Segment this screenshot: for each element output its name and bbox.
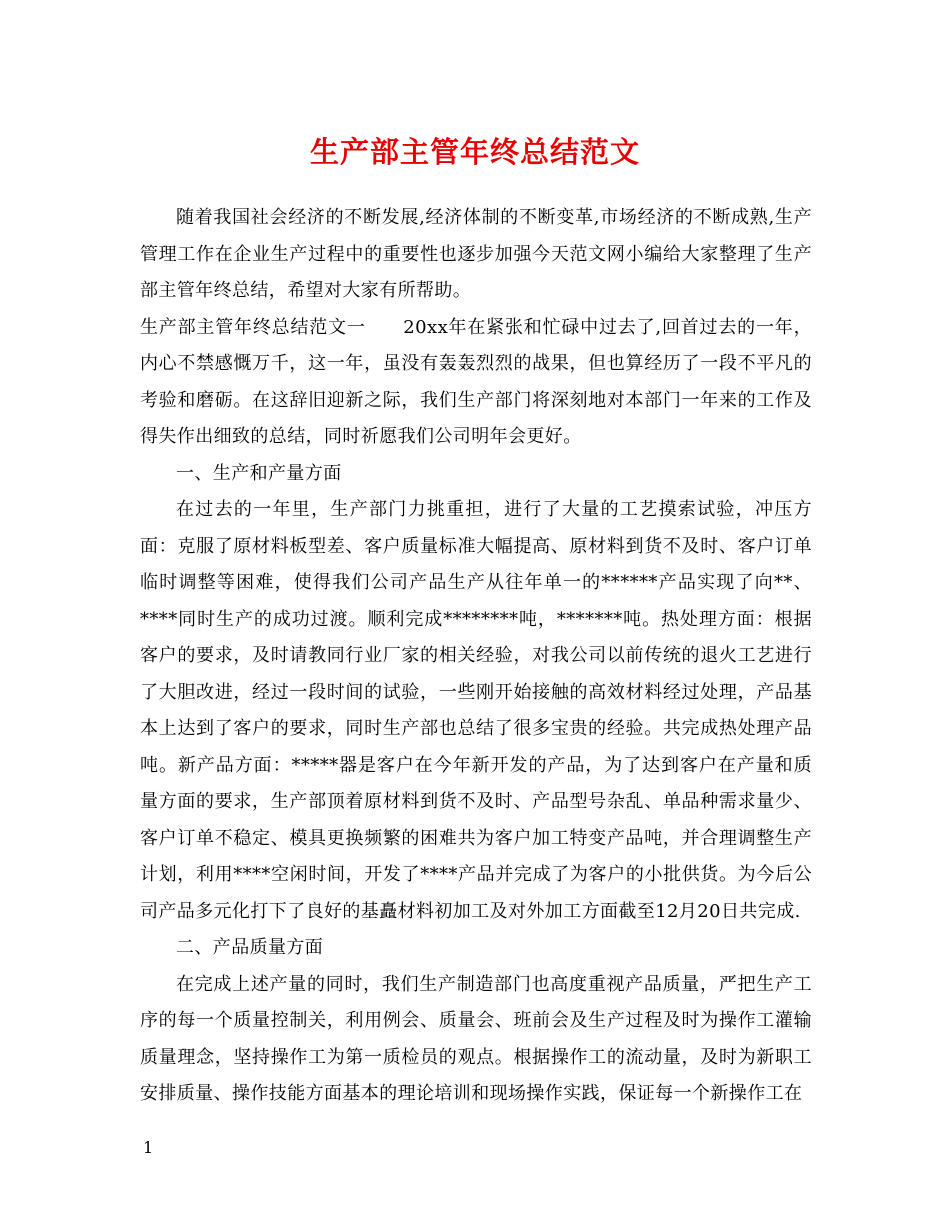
section-heading-quality: 二、产品质量方面 <box>176 937 324 958</box>
page-number: 1 <box>143 1138 154 1157</box>
paragraph-sample-one: 生产部主管年终总结范文一 20xx年在紧张和忙碌中过去了,回首过去的一年，内心不禁感慨万千，这一年，虽没有轰轰烈烈的战果，但也算经历了一段不平凡的考验和磨砺。在这辞旧迎新之际，我们生产部门将深刻地对本部门一年来的工作及得失作出细致的总结，同时祈愿我们公司明年会更好。 <box>140 316 812 447</box>
document-body <box>140 200 812 1113</box>
paragraph-intro: 随着我国社会经济的不断发展,经济体制的不断变革,市场经济的不断成熟,生产管理工作在企业生产过程中的重要性也逐步加强今天范文网小编给大家整理了生产部主管年终总结，希望对大家有所帮助。 <box>140 207 812 301</box>
section-heading-production: 一、生产和产量方面 <box>176 462 342 484</box>
document-title: 生产部主管年终总结范文 <box>309 135 640 169</box>
paragraph-production: 在过去的一年里，生产部门力挑重担，进行了大量的工艺摸索试验，冲压方面：克服了原材料板型差、客户质量标准大幅提高、原材料到货不及时、客户订单临时调整等困难，使得我们公司产品生产从往年单一的******产品实现了向**、****同时生产的成功过渡。顺利完成********吨，*******吨。热处理方面：根据客户的要求，及时请教同行业厂家的相关经验，对我公司以前传统的退火工艺进行了大胆改进，经过一段时间的试验，一些刚开始接触的高效材料经过处理，产品基本上达到了客户的要求，同时生产部也总结了很多宝贵的经验。共完成热处理产品吨。新产品方面：*****器是客户在今年新开发的产品，为了达到客户在产量和质量方面的要求，生产部顶着原材料到货不及时、产品型号杂乱、单品种需求量少、客户订单不稳定、模具更换频繁的困难共为客户加工特变产品吨，并合理调整生产计划，利用****空闲时间，开发了****产品并完成了为客户的小批供货。为今后公司产品多元化打下了良好的基矗材料初加工及对外加工方面截至12月20日共完成. <box>140 499 812 922</box>
paragraph-quality: 在完成上述产量的同时，我们生产制造部门也高度重视产品质量，严把生产工序的每一个质量控制关，利用例会、质量会、班前会及生产过程及时为操作工灌输质量理念，坚持操作工为第一质检员的观点。根据操作工的流动量，及时为新职工安排质量、操作技能方面基本的理论培训和现场操作实践，保证每一个新操作工在 <box>140 973 812 1104</box>
